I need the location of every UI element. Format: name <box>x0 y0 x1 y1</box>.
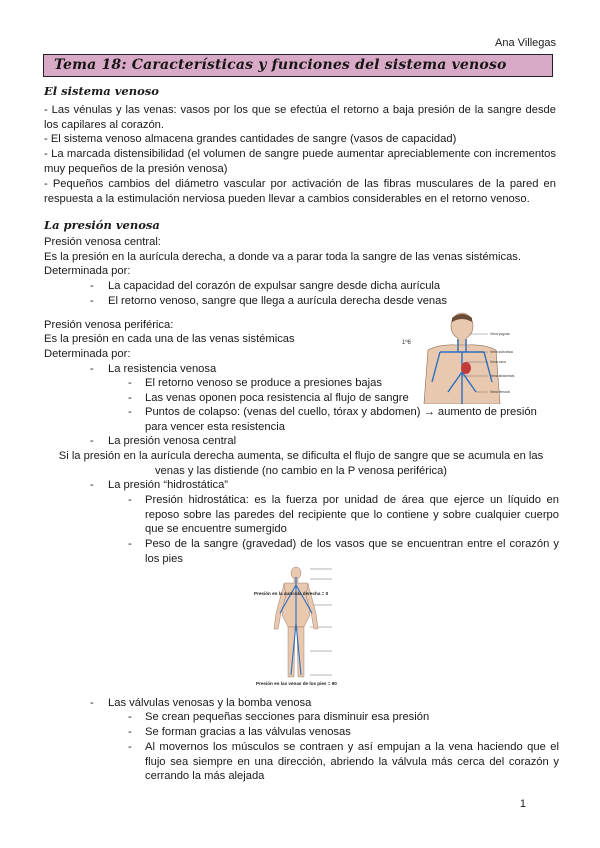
dash-marker: - <box>90 479 94 491</box>
bullet-diametro: - Pequeños cambios del diámetro vascular por activación de las fibras musculares de la pared en respuesta a la estimulación nerviosa pueden llevar a cambios considerables en el retorno venoso. <box>44 178 556 205</box>
peripheral-label: Presión venosa periférica: <box>44 319 174 331</box>
peripheral-determined: Determinada por: <box>44 348 131 360</box>
bullet-distensibilidad: - La marcada distensibilidad (el volumen de sangre puede aumentar apreciablemente con incrementos muy pequeños de la presión venosa) <box>44 148 556 175</box>
valves-item-1: Se crean pequeñas secciones para disminuir esa presión <box>145 711 430 723</box>
hydrostatic-item-2: Peso de la sangre (gravedad) de los vasos que se encuentran entre el corazón y los pies <box>145 538 559 565</box>
central-determined: Determinada por: <box>44 265 131 277</box>
dash-marker: - <box>128 741 132 753</box>
callout-1: Vena yugular <box>490 332 510 336</box>
resistance-label: La resistencia venosa <box>108 363 217 375</box>
resistance-item-1: El retorno venoso se produce a presiones bajas <box>145 377 382 389</box>
callout-3: Vena cava <box>490 360 506 364</box>
page-title: Tema 18: Características y funciones del sistema venoso <box>54 57 507 73</box>
bottom-pressure-label: Presión en las venas de los pies = 90 <box>256 681 337 686</box>
peripheral-definition: Es la presión en cada una de las venas sistémicas <box>44 333 295 345</box>
central-item-1: La capacidad del corazón de expulsar sangre desde dicha aurícula <box>108 280 441 292</box>
dash-marker: - <box>128 726 132 738</box>
callout-4: Vena abdominal <box>490 374 515 378</box>
callout-2: Vena subclavia <box>490 350 513 354</box>
dash-marker: - <box>128 392 132 404</box>
callout-5: Vena femoral <box>490 390 510 394</box>
resistance-item-3: Puntos de colapso: (venas del cuello, tórax y abdomen) → aumento de presión para vencer esta resistencia <box>145 406 537 433</box>
dash-marker: - <box>128 494 132 506</box>
section-heading-sistema-venoso: El sistema venoso <box>44 84 159 98</box>
valves-item-2: Se forman gracias a las válvulas venosas <box>145 726 351 738</box>
hydrostatic-item-1: Presión hidrostática: es la fuerza por unidad de área que ejerce un líquido en reposo sobre las paredes del recipiente que lo contiene y sobre cualquier cuerpo que se encuentre sumergido <box>145 494 559 536</box>
full-body-pressure-figure <box>250 565 360 687</box>
page-number: 1 <box>519 798 526 810</box>
central-pressure-item: La presión venosa central <box>108 435 237 447</box>
hydrostatic-label: La presión “hidrostática” <box>108 479 229 491</box>
dash-marker: - <box>128 406 132 418</box>
resistance-item-2: Las venas oponen poca resistencia al flujo de sangre <box>145 392 409 404</box>
valves-label: Las válvulas venosas y la bomba venosa <box>108 697 312 709</box>
dash-marker: - <box>90 435 94 447</box>
bullet-venulas: - Las vénulas y las venas: vasos por los que se efectúa el retorno a baja presión de la sangre desde los capilares al corazón. <box>44 104 556 131</box>
top-pressure-label: Presión en la aurícula derecha = 0 <box>254 591 329 596</box>
dash-marker: - <box>90 280 94 292</box>
bullet-capacidad: - El sistema venoso almacena grandes cantidades de sangre (vasos de capacidad) <box>44 133 457 145</box>
author-name: Ana Villegas <box>495 37 556 49</box>
central-pressure-note: Si la presión en la aurícula derecha aumenta, se dificulta el flujo de sangre que se acumula en las venas y las distiende (no cambio en la P venosa periférica) <box>58 450 544 477</box>
central-label: Presión venosa central: <box>44 236 161 248</box>
central-item-2: El retorno venoso, sangre que llega a aurícula derecha desde venas <box>108 295 447 307</box>
valves-item-3: Al movernos los músculos se contraen y así empujan a la vena haciendo que el flujo sea siempre en una dirección, abriendo la válvula más cerca del corazón y cerrando la más alejada <box>145 741 559 783</box>
figure-number-label: 1º6 <box>402 340 411 346</box>
title-banner <box>43 54 553 77</box>
section-heading-presion-venosa: La presión venosa <box>44 218 160 232</box>
dash-marker: - <box>128 377 132 389</box>
dash-marker: - <box>128 711 132 723</box>
central-definition: Es la presión en la aurícula derecha, a donde va a parar toda la sangre de las venas sistémicas. <box>44 251 521 263</box>
dash-marker: - <box>128 538 132 550</box>
dash-marker: - <box>90 697 94 709</box>
torso-veins-figure <box>400 312 560 404</box>
heart-shape <box>461 362 471 374</box>
dash-marker: - <box>90 363 94 375</box>
dash-marker: - <box>90 295 94 307</box>
